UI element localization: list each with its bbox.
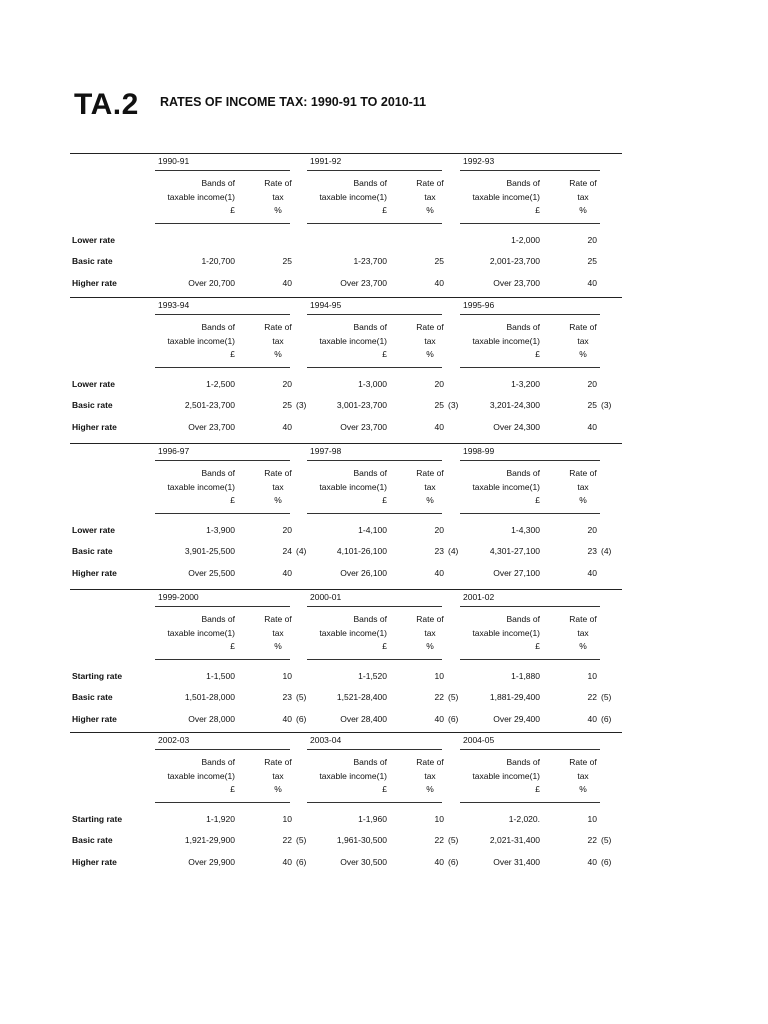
bands-header-line: Bands of — [201, 178, 235, 188]
rate-header-line: tax — [424, 335, 436, 346]
rate-header — [563, 321, 603, 362]
footnote-ref: (6) — [296, 857, 307, 867]
year-label: 1995-96 — [463, 300, 495, 310]
bands-header-line: Bands of — [353, 468, 387, 478]
band-cell: Over 24,300 — [493, 422, 540, 432]
rate-cell: 10 — [587, 671, 597, 681]
year-label: 1993-94 — [158, 300, 190, 310]
bands-header — [307, 321, 387, 362]
bands-header — [155, 321, 235, 362]
rate-cell: 25 — [587, 256, 597, 266]
rate-cell: 40 — [434, 568, 444, 578]
rate-header-line: % — [579, 784, 587, 794]
year-label: 1996-97 — [158, 446, 190, 456]
footnote-ref: (6) — [601, 714, 612, 724]
bands-header — [460, 177, 540, 218]
band-cell: Over 23,700 — [493, 278, 540, 288]
rate-header — [563, 613, 603, 654]
bands-header-line: Bands of — [506, 614, 540, 624]
rate-cell: 20 — [587, 525, 597, 535]
rate-header-line: tax — [424, 627, 436, 638]
bands-header-line: £ — [230, 641, 235, 651]
rate-cell: 10 — [434, 814, 444, 824]
bands-header-line: Bands of — [201, 757, 235, 767]
row-label: Basic rate — [72, 256, 113, 266]
bands-header — [155, 467, 235, 508]
row-label: Starting rate — [72, 671, 123, 681]
rate-header-line: % — [274, 495, 282, 505]
year-header-rule — [307, 749, 442, 750]
footnote-ref: (3) — [601, 400, 612, 410]
rate-cell: 40 — [587, 714, 597, 724]
year-label: 2001-02 — [463, 592, 495, 602]
bands-header-line: Bands of — [506, 322, 540, 332]
band-cell: 1-3,000 — [358, 379, 387, 389]
bands-header-line: £ — [382, 495, 387, 505]
rate-cell: 20 — [282, 525, 292, 535]
bands-header-line: £ — [535, 784, 540, 794]
bands-header-line: £ — [230, 784, 235, 794]
rate-cell: 22 — [282, 835, 292, 845]
year-header-rule — [460, 170, 600, 171]
bands-header-line: Bands of — [353, 614, 387, 624]
rate-header — [258, 756, 298, 797]
block-top-rule — [70, 153, 622, 154]
rate-cell: 40 — [282, 568, 292, 578]
band-cell: 2,021-31,400 — [489, 835, 540, 845]
rate-header-line: Rate of — [264, 322, 292, 332]
band-cell: 1-1,880 — [511, 671, 540, 681]
rate-cell: 20 — [587, 379, 597, 389]
rate-header-line: tax — [577, 627, 589, 638]
band-cell: 3,001-23,700 — [336, 400, 387, 410]
band-cell: 1,881-29,400 — [489, 692, 540, 702]
rate-header-line: tax — [424, 770, 436, 781]
bands-header — [155, 177, 235, 218]
column-header-rule — [460, 802, 600, 803]
block-top-rule — [70, 443, 622, 444]
year-header-rule — [307, 170, 442, 171]
rate-header — [410, 177, 450, 218]
band-cell: 1,961-30,500 — [336, 835, 387, 845]
bands-header — [460, 613, 540, 654]
rate-cell: 40 — [587, 422, 597, 432]
rate-header-line: % — [579, 349, 587, 359]
row-label: Higher rate — [72, 278, 117, 288]
year-header-rule — [460, 314, 600, 315]
year-label: 1990-91 — [158, 156, 190, 166]
footnote-ref: (5) — [448, 835, 459, 845]
table-block — [0, 589, 768, 739]
band-cell: Over 20,700 — [188, 278, 235, 288]
rate-cell: 40 — [282, 422, 292, 432]
rate-cell: 23 — [282, 692, 292, 702]
year-label: 1994-95 — [310, 300, 342, 310]
rate-cell: 40 — [587, 568, 597, 578]
rate-header-line: % — [426, 784, 434, 794]
rate-header-line: tax — [424, 481, 436, 492]
rate-header-line: % — [579, 205, 587, 215]
year-label: 1998-99 — [463, 446, 495, 456]
footnote-ref: (4) — [296, 546, 307, 556]
rate-header-line: Rate of — [264, 468, 292, 478]
bands-header-line: Bands of — [506, 178, 540, 188]
bands-header-line: taxable income(1) — [319, 627, 387, 638]
footnote-ref: (4) — [601, 546, 612, 556]
bands-header — [155, 756, 235, 797]
bands-header — [307, 756, 387, 797]
rate-header-line: tax — [577, 335, 589, 346]
rate-cell: 20 — [587, 235, 597, 245]
row-label: Basic rate — [72, 546, 113, 556]
rate-cell: 20 — [434, 525, 444, 535]
band-cell: Over 25,500 — [188, 568, 235, 578]
rate-cell: 20 — [434, 379, 444, 389]
year-label: 1992-93 — [463, 156, 495, 166]
band-cell: 3,901-25,500 — [184, 546, 235, 556]
year-header-rule — [155, 460, 290, 461]
bands-header-line: £ — [382, 205, 387, 215]
rate-header — [410, 613, 450, 654]
column-header-rule — [307, 802, 442, 803]
rate-header-line: Rate of — [569, 322, 597, 332]
rate-header-line: % — [426, 641, 434, 651]
row-label: Starting rate — [72, 814, 123, 824]
block-top-rule — [70, 297, 622, 298]
bands-header-line: £ — [230, 495, 235, 505]
rate-cell: 25 — [587, 400, 597, 410]
band-cell: Over 29,900 — [188, 857, 235, 867]
rate-cell: 10 — [587, 814, 597, 824]
rate-cell: 22 — [587, 692, 597, 702]
footnote-ref: (5) — [601, 835, 612, 845]
bands-header-line: taxable income(1) — [167, 481, 235, 492]
rate-header — [563, 756, 603, 797]
footnote-ref: (5) — [448, 692, 459, 702]
rate-cell: 40 — [434, 278, 444, 288]
rate-header-line: Rate of — [569, 757, 597, 767]
year-label: 2000-01 — [310, 592, 342, 602]
year-label: 2002-03 — [158, 735, 190, 745]
rate-header-line: tax — [272, 627, 284, 638]
bands-header-line: taxable income(1) — [472, 335, 540, 346]
band-cell: 1,921-29,900 — [184, 835, 235, 845]
column-header-rule — [155, 367, 290, 368]
bands-header — [460, 321, 540, 362]
band-cell: 1-3,900 — [206, 525, 235, 535]
column-header-rule — [155, 223, 290, 224]
year-header-rule — [460, 749, 600, 750]
rate-cell: 22 — [587, 835, 597, 845]
band-cell: Over 23,700 — [340, 278, 387, 288]
rate-header-line: % — [274, 349, 282, 359]
band-cell: Over 29,400 — [493, 714, 540, 724]
row-label: Basic rate — [72, 692, 113, 702]
rate-cell: 40 — [434, 422, 444, 432]
footnote-ref: (6) — [448, 714, 459, 724]
band-cell: 1-1,920 — [206, 814, 235, 824]
rate-header-line: tax — [577, 191, 589, 202]
rate-cell: 23 — [434, 546, 444, 556]
bands-header-line: £ — [535, 641, 540, 651]
row-label: Lower rate — [72, 379, 115, 389]
band-cell: 4,101-26,100 — [336, 546, 387, 556]
rate-header-line: Rate of — [416, 757, 444, 767]
rate-header-line: tax — [577, 481, 589, 492]
year-header-rule — [460, 606, 600, 607]
rate-header-line: Rate of — [416, 178, 444, 188]
rate-header-line: Rate of — [569, 614, 597, 624]
bands-header-line: taxable income(1) — [472, 770, 540, 781]
year-label: 1999-2000 — [158, 592, 199, 602]
rate-header-line: % — [426, 205, 434, 215]
rate-header — [258, 467, 298, 508]
band-cell: Over 23,700 — [188, 422, 235, 432]
footnote-ref: (4) — [448, 546, 459, 556]
rate-header-line: Rate of — [416, 468, 444, 478]
rate-header — [563, 177, 603, 218]
band-cell: Over 23,700 — [340, 422, 387, 432]
bands-header-line: £ — [535, 495, 540, 505]
rate-header-line: Rate of — [569, 178, 597, 188]
band-cell: 1-20,700 — [201, 256, 235, 266]
table-block — [0, 732, 768, 882]
column-header-rule — [155, 659, 290, 660]
bands-header-line: Bands of — [353, 322, 387, 332]
band-cell: 1-4,100 — [358, 525, 387, 535]
rate-header-line: % — [274, 784, 282, 794]
footnote-ref: (3) — [296, 400, 307, 410]
footnote-ref: (6) — [296, 714, 307, 724]
rate-header-line: Rate of — [569, 468, 597, 478]
rate-header-line: % — [426, 349, 434, 359]
row-label: Lower rate — [72, 525, 115, 535]
page-title: RATES OF INCOME TAX: 1990-91 TO 2010-11 — [160, 95, 427, 109]
row-label: Higher rate — [72, 857, 117, 867]
footnote-ref: (5) — [296, 692, 307, 702]
bands-header-line: taxable income(1) — [319, 191, 387, 202]
bands-header-line: taxable income(1) — [167, 627, 235, 638]
row-label: Higher rate — [72, 714, 117, 724]
table-block — [0, 153, 768, 303]
bands-header-line: Bands of — [506, 468, 540, 478]
bands-header-line: £ — [382, 349, 387, 359]
rate-header-line: tax — [272, 481, 284, 492]
rate-cell: 40 — [587, 278, 597, 288]
rate-cell: 40 — [282, 857, 292, 867]
bands-header-line: Bands of — [353, 757, 387, 767]
rate-header — [258, 321, 298, 362]
band-cell: 1,521-28,400 — [336, 692, 387, 702]
table-block — [0, 297, 768, 447]
band-cell: Over 28,400 — [340, 714, 387, 724]
rate-header-line: tax — [272, 335, 284, 346]
bands-header-line: £ — [535, 349, 540, 359]
column-header-rule — [460, 659, 600, 660]
rate-header-line: tax — [577, 770, 589, 781]
year-header-rule — [155, 606, 290, 607]
rate-cell: 24 — [282, 546, 292, 556]
year-label: 1997-98 — [310, 446, 342, 456]
rate-header-line: Rate of — [264, 757, 292, 767]
bands-header-line: taxable income(1) — [167, 191, 235, 202]
bands-header-line: £ — [535, 205, 540, 215]
column-header-rule — [460, 367, 600, 368]
column-header-rule — [307, 223, 442, 224]
band-cell: 1,501-28,000 — [184, 692, 235, 702]
band-cell: 3,201-24,300 — [489, 400, 540, 410]
bands-header-line: £ — [382, 641, 387, 651]
rate-header-line: Rate of — [264, 614, 292, 624]
rate-header — [258, 613, 298, 654]
rate-cell: 40 — [434, 714, 444, 724]
row-label: Basic rate — [72, 400, 113, 410]
bands-header-line: £ — [382, 784, 387, 794]
rate-header-line: tax — [272, 191, 284, 202]
bands-header-line: taxable income(1) — [319, 770, 387, 781]
rate-header-line: tax — [272, 770, 284, 781]
rate-header-line: % — [426, 495, 434, 505]
band-cell: Over 27,100 — [493, 568, 540, 578]
bands-header-line: £ — [230, 205, 235, 215]
bands-header-line: taxable income(1) — [319, 481, 387, 492]
rate-header-line: tax — [424, 191, 436, 202]
page-code: TA.2 — [74, 88, 139, 121]
bands-header-line: taxable income(1) — [472, 481, 540, 492]
band-cell: 1-2,000 — [511, 235, 540, 245]
rate-header-line: Rate of — [264, 178, 292, 188]
bands-header — [155, 613, 235, 654]
block-top-rule — [70, 732, 622, 733]
footnote-ref: (6) — [448, 857, 459, 867]
year-header-rule — [307, 314, 442, 315]
column-header-rule — [307, 367, 442, 368]
rate-header-line: Rate of — [416, 614, 444, 624]
row-label: Higher rate — [72, 422, 117, 432]
band-cell: 1-1,960 — [358, 814, 387, 824]
band-cell: 4,301-27,100 — [489, 546, 540, 556]
column-header-rule — [155, 802, 290, 803]
year-header-rule — [460, 460, 600, 461]
table-block — [0, 443, 768, 593]
year-header-rule — [155, 314, 290, 315]
rate-cell: 10 — [434, 671, 444, 681]
rate-cell: 40 — [282, 714, 292, 724]
band-cell: Over 26,100 — [340, 568, 387, 578]
rate-header-line: % — [579, 641, 587, 651]
rate-header-line: % — [274, 641, 282, 651]
band-cell: 1-2,020. — [508, 814, 540, 824]
column-header-rule — [460, 223, 600, 224]
rate-cell: 40 — [282, 278, 292, 288]
band-cell: 1-1,500 — [206, 671, 235, 681]
footnote-ref: (3) — [448, 400, 459, 410]
bands-header — [307, 613, 387, 654]
rate-cell: 10 — [282, 814, 292, 824]
bands-header-line: Bands of — [201, 322, 235, 332]
year-label: 2004-05 — [463, 735, 495, 745]
rate-cell: 25 — [282, 256, 292, 266]
bands-header — [460, 467, 540, 508]
band-cell: 2,501-23,700 — [184, 400, 235, 410]
row-label: Basic rate — [72, 835, 113, 845]
rate-cell: 40 — [434, 857, 444, 867]
bands-header-line: £ — [230, 349, 235, 359]
rate-cell: 20 — [282, 379, 292, 389]
bands-header-line: Bands of — [506, 757, 540, 767]
band-cell: Over 30,500 — [340, 857, 387, 867]
bands-header-line: Bands of — [201, 468, 235, 478]
bands-header-line: taxable income(1) — [319, 335, 387, 346]
band-cell: Over 31,400 — [493, 857, 540, 867]
column-header-rule — [460, 513, 600, 514]
year-header-rule — [307, 606, 442, 607]
rate-cell: 22 — [434, 835, 444, 845]
row-label: Lower rate — [72, 235, 115, 245]
rate-header — [410, 321, 450, 362]
column-header-rule — [155, 513, 290, 514]
bands-header — [460, 756, 540, 797]
rate-cell: 25 — [434, 400, 444, 410]
rate-header-line: Rate of — [416, 322, 444, 332]
year-header-rule — [155, 170, 290, 171]
band-cell: 1-2,500 — [206, 379, 235, 389]
year-label: 1991-92 — [310, 156, 342, 166]
band-cell: 1-4,300 — [511, 525, 540, 535]
rate-header-line: % — [274, 205, 282, 215]
year-label: 2003-04 — [310, 735, 342, 745]
row-label: Higher rate — [72, 568, 117, 578]
rate-header — [410, 756, 450, 797]
column-header-rule — [307, 513, 442, 514]
band-cell: 1-3,200 — [511, 379, 540, 389]
rate-cell: 23 — [587, 546, 597, 556]
rate-header — [563, 467, 603, 508]
band-cell: 1-1,520 — [358, 671, 387, 681]
column-header-rule — [307, 659, 442, 660]
band-cell: 1-23,700 — [353, 256, 387, 266]
bands-header-line: taxable income(1) — [167, 335, 235, 346]
year-header-rule — [307, 460, 442, 461]
year-header-rule — [155, 749, 290, 750]
block-top-rule — [70, 589, 622, 590]
rate-header — [410, 467, 450, 508]
bands-header — [307, 467, 387, 508]
footnote-ref: (6) — [601, 857, 612, 867]
bands-header-line: Bands of — [353, 178, 387, 188]
footnote-ref: (5) — [296, 835, 307, 845]
bands-header-line: taxable income(1) — [472, 627, 540, 638]
bands-header — [307, 177, 387, 218]
rate-cell: 40 — [587, 857, 597, 867]
rate-header-line: % — [579, 495, 587, 505]
bands-header-line: taxable income(1) — [167, 770, 235, 781]
rate-cell: 10 — [282, 671, 292, 681]
bands-header-line: Bands of — [201, 614, 235, 624]
band-cell: 2,001-23,700 — [489, 256, 540, 266]
rate-cell: 22 — [434, 692, 444, 702]
rate-header — [258, 177, 298, 218]
band-cell: Over 28,000 — [188, 714, 235, 724]
rate-cell: 25 — [282, 400, 292, 410]
bands-header-line: taxable income(1) — [472, 191, 540, 202]
footnote-ref: (5) — [601, 692, 612, 702]
rate-cell: 25 — [434, 256, 444, 266]
